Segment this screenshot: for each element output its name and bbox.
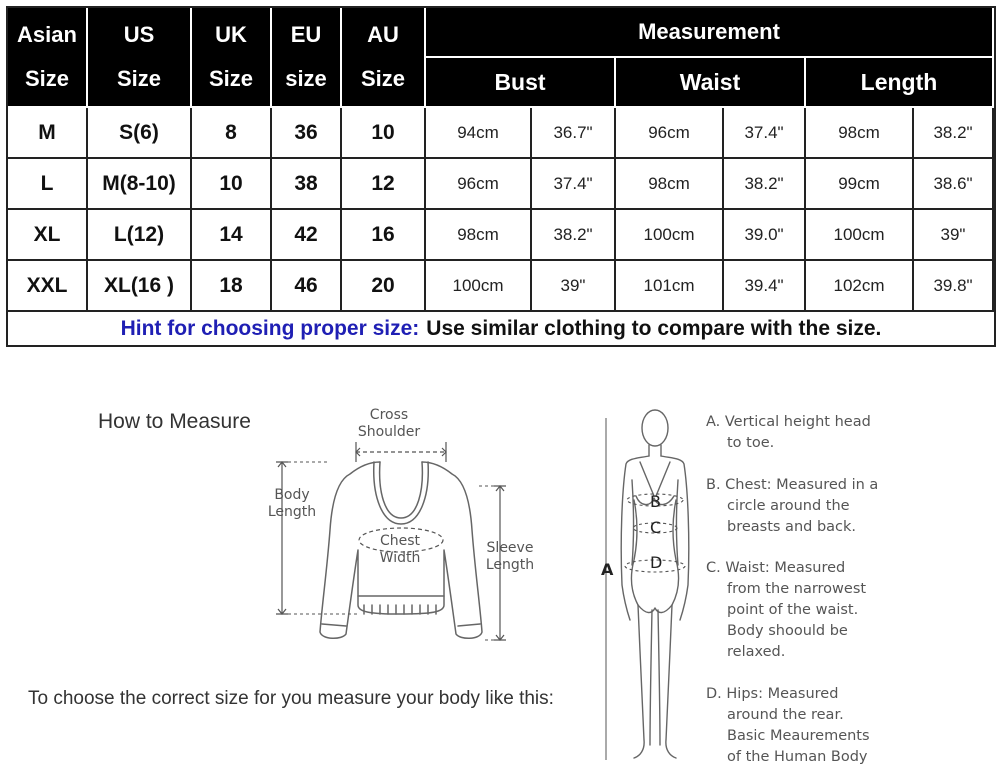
cell-eu-size: 46 bbox=[272, 261, 342, 312]
note-line: breasts and back. bbox=[727, 519, 857, 535]
cell-us-size: L(12) bbox=[88, 210, 192, 261]
header-measurement: Measurement bbox=[426, 8, 994, 58]
cell-length-cm: 100cm bbox=[806, 210, 914, 261]
cell-uk-size: 18 bbox=[192, 261, 272, 312]
header-line-1: UK bbox=[215, 22, 247, 47]
body-figure-diagram bbox=[600, 400, 710, 770]
cell-asian-size: XL bbox=[8, 210, 88, 261]
header-line-2: Size bbox=[24, 66, 70, 91]
cell-length-inch: 39.8" bbox=[914, 261, 994, 312]
note-line: point of the waist. bbox=[727, 602, 859, 618]
how-to-measure-title: How to Measure bbox=[98, 410, 251, 433]
cell-au-size: 16 bbox=[342, 210, 426, 261]
header-au-size bbox=[342, 8, 426, 108]
note-line: Basic Meaurements bbox=[727, 728, 870, 744]
cell-asian-size: M bbox=[8, 108, 88, 159]
header-line-1: AU bbox=[367, 22, 399, 47]
cell-bust-cm: 100cm bbox=[426, 261, 532, 312]
header-line-2: size bbox=[285, 66, 327, 91]
cell-uk-size: 10 bbox=[192, 159, 272, 210]
hint-label: Hint for choosing proper size: bbox=[120, 316, 420, 340]
cell-us-size: XL(16 ) bbox=[88, 261, 192, 312]
cell-bust-inch: 39" bbox=[532, 261, 616, 312]
header-line-2: Size bbox=[208, 66, 254, 91]
note-line: Body shoould be bbox=[727, 623, 848, 639]
header-line-1: EU bbox=[290, 22, 322, 47]
header-asian-size bbox=[8, 8, 88, 108]
cell-waist-inch: 39.0" bbox=[724, 210, 806, 261]
cell-asian-size: L bbox=[8, 159, 88, 210]
note-line: C. Waist: Measured bbox=[706, 560, 846, 576]
cell-length-cm: 102cm bbox=[806, 261, 914, 312]
cell-waist-inch: 39.4" bbox=[724, 261, 806, 312]
cell-eu-size: 42 bbox=[272, 210, 342, 261]
cell-bust-inch: 38.2" bbox=[532, 210, 616, 261]
cell-waist-inch: 38.2" bbox=[724, 159, 806, 210]
cell-uk-size: 14 bbox=[192, 210, 272, 261]
hint-text: Use similar clothing to compare with the size. bbox=[426, 316, 882, 340]
note-line: to toe. bbox=[727, 435, 775, 451]
note-line: D. Hips: Measured bbox=[706, 686, 839, 702]
note-line: circle around the bbox=[727, 498, 850, 514]
cell-uk-size: 8 bbox=[192, 108, 272, 159]
note-line: B. Chest: Measured in a bbox=[706, 477, 879, 493]
note-line: around the rear. bbox=[727, 707, 844, 723]
size-hint-row bbox=[8, 312, 994, 345]
header-uk-size bbox=[192, 8, 272, 108]
note-line: from the narrowest bbox=[727, 581, 867, 597]
header-bust: Bust bbox=[426, 58, 616, 108]
header-eu-size bbox=[272, 8, 342, 108]
cell-eu-size: 38 bbox=[272, 159, 342, 210]
body-letter-d: D bbox=[650, 553, 663, 572]
size-chart-table bbox=[6, 6, 996, 347]
body-letter-c: C bbox=[650, 518, 662, 537]
header-line-1: US bbox=[123, 22, 155, 47]
cell-waist-inch: 37.4" bbox=[724, 108, 806, 159]
cell-us-size: S(6) bbox=[88, 108, 192, 159]
cell-waist-cm: 96cm bbox=[616, 108, 724, 159]
body-letter-b: B bbox=[650, 492, 661, 511]
measure-instruction: To choose the correct size for you measure your body like this: bbox=[28, 688, 554, 709]
header-line-1: Asian bbox=[17, 22, 77, 47]
header-us-size bbox=[88, 8, 192, 108]
note-line: relaxed. bbox=[727, 644, 786, 660]
cell-waist-cm: 100cm bbox=[616, 210, 724, 261]
measurement-note bbox=[706, 412, 871, 454]
cell-length-inch: 39" bbox=[914, 210, 994, 261]
cell-eu-size: 36 bbox=[272, 108, 342, 159]
cross-shoulder-label: Cross Shoulder bbox=[357, 407, 421, 440]
cell-bust-cm: 98cm bbox=[426, 210, 532, 261]
cell-bust-inch: 36.7" bbox=[532, 108, 616, 159]
chest-width-label: Chest Width bbox=[379, 533, 421, 566]
cell-au-size: 12 bbox=[342, 159, 426, 210]
body-letter-a: A bbox=[601, 560, 614, 579]
cell-length-cm: 99cm bbox=[806, 159, 914, 210]
header-waist: Waist bbox=[616, 58, 806, 108]
cell-au-size: 10 bbox=[342, 108, 426, 159]
note-line: of the Human Body bbox=[727, 749, 868, 765]
header-line-2: Size bbox=[360, 66, 406, 91]
sleeve-length-label: Sleeve Length bbox=[485, 540, 535, 573]
note-line: A. Vertical height head bbox=[706, 414, 871, 430]
measurement-note bbox=[706, 558, 866, 663]
cell-bust-inch: 37.4" bbox=[532, 159, 616, 210]
cell-length-cm: 98cm bbox=[806, 108, 914, 159]
measurement-note bbox=[706, 684, 870, 768]
cell-length-inch: 38.2" bbox=[914, 108, 994, 159]
cell-length-inch: 38.6" bbox=[914, 159, 994, 210]
cell-bust-cm: 96cm bbox=[426, 159, 532, 210]
cell-bust-cm: 94cm bbox=[426, 108, 532, 159]
cell-waist-cm: 98cm bbox=[616, 159, 724, 210]
header-length: Length bbox=[806, 58, 994, 108]
measurement-note bbox=[706, 475, 878, 538]
cell-au-size: 20 bbox=[342, 261, 426, 312]
cell-asian-size: XXL bbox=[8, 261, 88, 312]
cell-us-size: M(8-10) bbox=[88, 159, 192, 210]
cell-waist-cm: 101cm bbox=[616, 261, 724, 312]
body-length-label: Body Length bbox=[267, 487, 317, 520]
header-line-2: Size bbox=[116, 66, 162, 91]
